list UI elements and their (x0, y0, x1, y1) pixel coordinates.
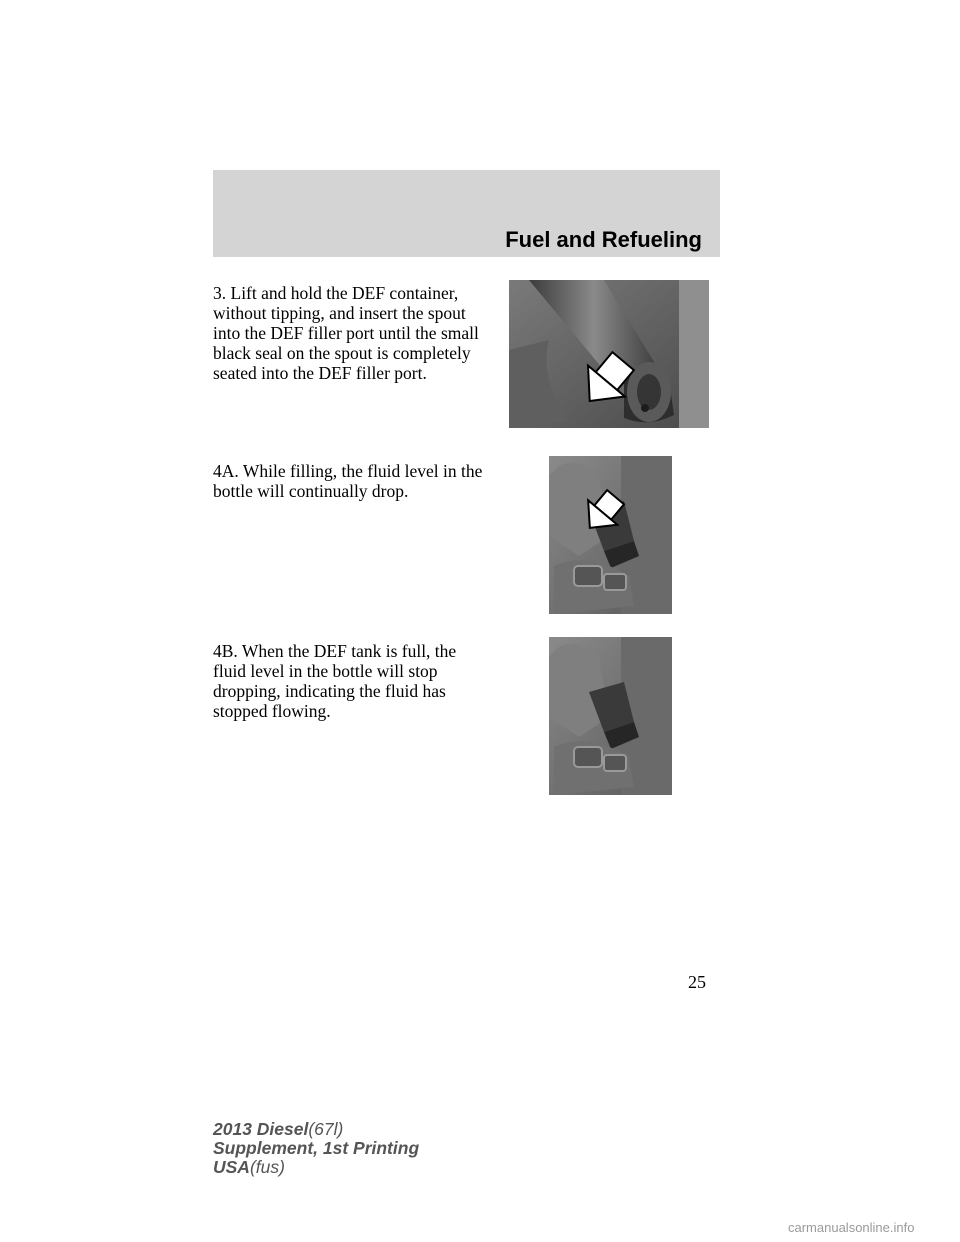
step-4b-text: 4B. When the DEF tank is full, the fluid level in the bottle will stop dropping, indicating the fluid has stopped flowing. (213, 641, 457, 721)
footer-model: 2013 Diesel (213, 1119, 309, 1139)
footer-line-3 (213, 1158, 419, 1177)
def-spout-insert-illustration (509, 280, 709, 428)
footer-line-1 (213, 1120, 419, 1139)
section-title: Fuel and Refueling (505, 227, 702, 252)
def-tank-full-illustration (549, 637, 672, 795)
step-3-text: 3. Lift and hold the DEF container, without tipping, and insert the spout into the DEF filler port until the small black seal on the spout is completely seated into the DEF filler port. (213, 283, 479, 383)
footer-market: USA (213, 1157, 250, 1177)
footer-model-code: (67l) (308, 1119, 344, 1139)
footer-line-2: Supplement, 1st Printing (213, 1138, 420, 1158)
page-number: 25 (688, 972, 706, 992)
document-footer (213, 1120, 419, 1177)
section-header-band (213, 170, 720, 257)
watermark: carmanualsonline.info (788, 1220, 915, 1235)
footer-market-code: (fus) (249, 1157, 285, 1177)
step-4a-text: 4A. While filling, the fluid level in the bottle will continually drop. (213, 461, 483, 501)
def-filling-illustration (549, 456, 672, 614)
